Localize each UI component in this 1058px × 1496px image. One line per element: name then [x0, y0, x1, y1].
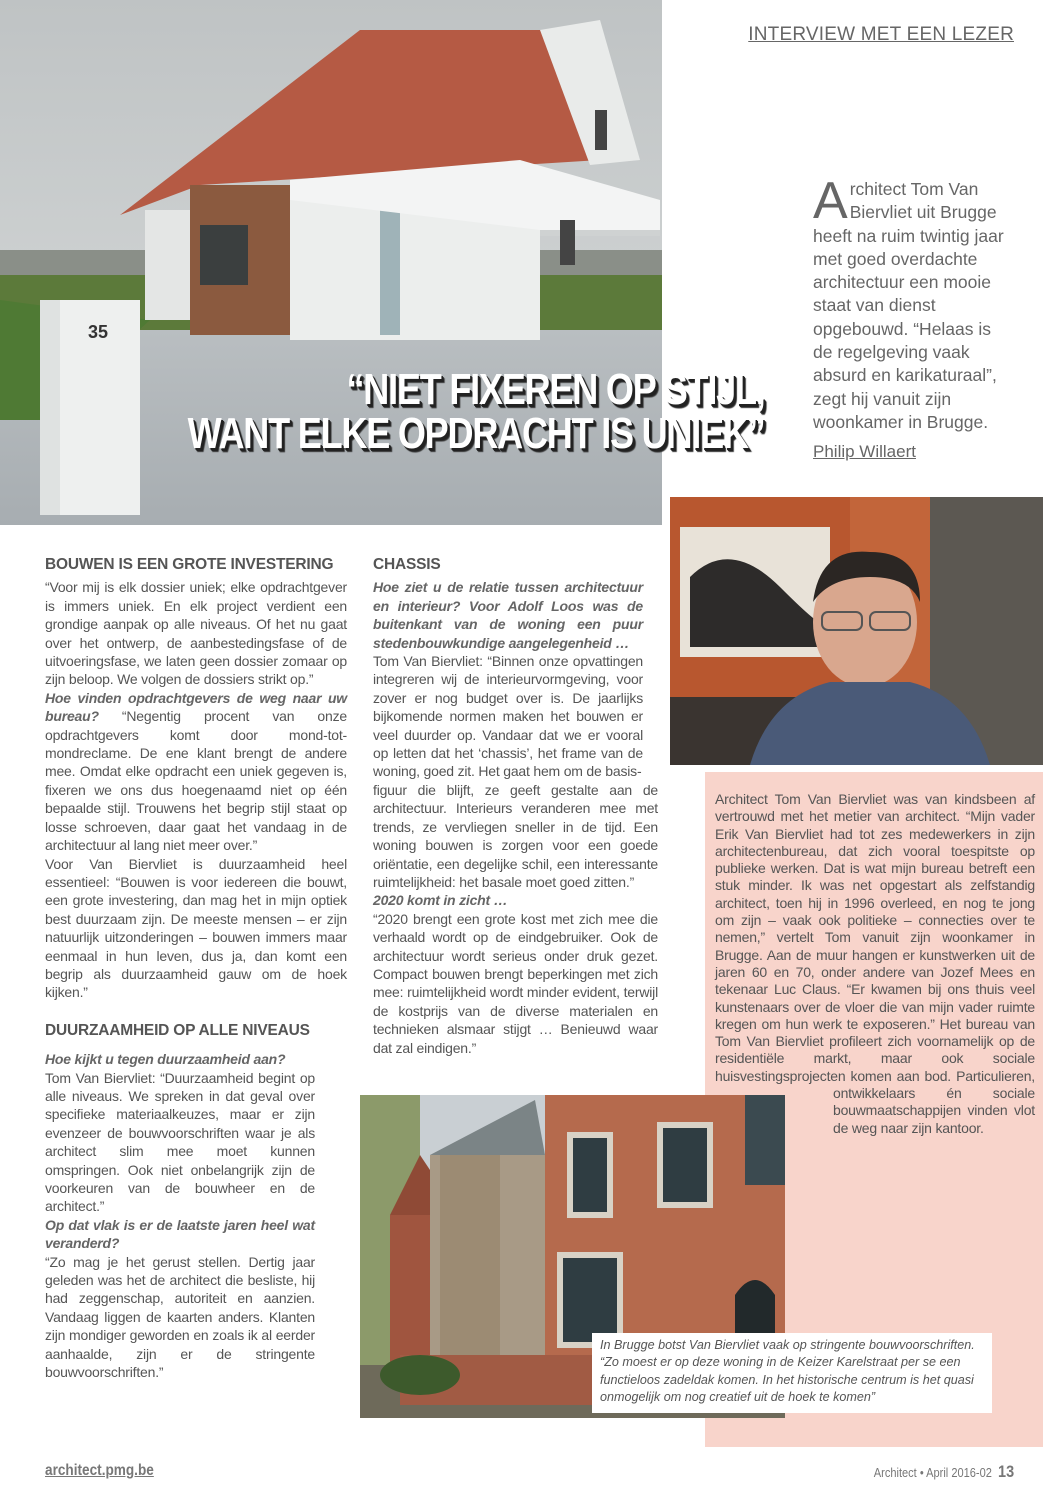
section-heading: DUURZAAMHEID OP ALLE NIVEAUS — [45, 1021, 310, 1039]
paragraph: “Voor mij is elk dossier uniek; elke opdrachtgever is immers uniek. En elk project verdient een grondige aanpak op alle niveaus. Of het nu gaat over het ontwerp, de aanbestedingsfase of de uitvoeringsfase, we laten geen dossier zomaar op zijn beloop. We volgen de dossiers strikt op.” — [45, 579, 347, 688]
house-number: 35 — [88, 322, 109, 342]
website-link[interactable]: architect.pmg.be — [45, 1462, 154, 1479]
page-footer — [874, 1462, 1014, 1482]
article-column-2 — [373, 556, 658, 1057]
paragraph: figuur die blijft, ze geeft gestalte aan de architectuur. Interieurs veranderen mee met trends, ze vervliegen sneller in de tijd. Een woning bouwen is zorgen voor een goede oriëntatie, een degelijke schil, een interessante ruimtelijkheid: het basale moet goed zitten.” — [373, 781, 658, 890]
question: Op dat vlak is er de laatste jaren heel wat veranderd? — [45, 1216, 315, 1252]
article-column-1 — [45, 556, 347, 1381]
intro-paragraph — [813, 172, 1013, 434]
paragraph — [45, 689, 347, 855]
headline-line-2: WANT ELKE OPDRACHT IS UNIEK” — [188, 409, 765, 458]
sidebar-text: Architect Tom Van Biervliet was van kindsbeen af vertrouwd met het metier van architect. “Mijn vader Erik Van Biervliet had tot zes medewerkers in zijn architectenbureau, dat zich vooral toespitste op publieke werken. Dat is wat mijn bureau betreft een stuk minder. Ik was net opgestart als zelfstandig architect, toen hij in 1996 overleed, en nog te jong om zijn – vaak ook politieke – connecties over te nemen,” vertelt Tom vanuit zijn woonkamer in Brugge. Aan de muur hangen er kunstwerken uit de jaren 60 en 70, onder andere van Jozef Mees en tekenaar Luc Claus. “Er kwamen bij ons thuis veel kunstenaars over de vloer die van mijn vader ruimte kregen om hun werk te exposeren.” Het bureau van Tom Van Biervliet profileert zich voornamelijk op de residentiële markt, maar ook sociale huisvestingsprojecten komen aan bod. Particulieren, ontwikkelaars én sociale bouwmaatschappijen vinden vlot de weg naar zijn kantoor. — [715, 791, 1035, 1136]
paragraph: “Zo mag je het gerust stellen. Dertig jaar geleden was het de architect die besliste, hij had zeggenschap, autoriteit en aanzien. Vandaag liggen de kaarten anders. Klanten zijn mondiger geworden en zoals ik al eerder aanhaalde, zijn er de stringente bouwvoorschriften.” — [45, 1253, 315, 1381]
paragraph: Tom Van Biervliet: “Duurzaamheid begint op alle niveaus. We spreken in dat geval over specifieke materiaalkeuzes, maar er zijn evenzeer de bouwvoorschriften waar je als architect slim mee moet kunnen omspringen. Ook niet onbelangrijk zijn de voorkeuren van de bouwheer en de architect.” — [45, 1069, 315, 1215]
question: Hoe vinden opdrachtgevers de weg naar uw bureau? — [45, 689, 347, 725]
section-label: INTERVIEW MET EEN LEZER — [748, 24, 1014, 45]
drop-cap: A — [813, 172, 848, 230]
paragraph: Tom Van Biervliet: “Binnen onze opvattingen integreren wij de interieurvormgeving, voor zover er nog budget over is. De jaarlijks bijkomende normen maken het bouwen er veel duurder op. Vandaar dat we er vooral op letten dat het ‘chassis’, het frame van de woning, goed zit. Het gaat hem om de basis- — [373, 653, 643, 780]
question: Hoe ziet u de relatie tussen architectuur en interieur? Voor Adolf Loos was de buitenkant van de woning een puur stedenbouwkundige aangelegenheid … — [373, 579, 643, 651]
page-number: 13 — [997, 1462, 1014, 1481]
headline — [40, 0, 785, 520]
question: 2020 komt in zicht … — [373, 892, 508, 909]
question: Hoe kijkt u tegen duurzaamheid aan? — [45, 1051, 286, 1068]
publication-info: Architect • April 2016-02 — [873, 1465, 992, 1480]
paragraph: Voor Van Biervliet is duurzaamheid heel essentieel: “Bouwen is voor iedereen die bouwt, een grote investering, dan mag het in mijn optiek best duurzaam zijn. De meeste mensen – er zijn natuurlijk uitzonderingen – bouwen immers maar eenmaal in hun leven, dus ja, dan komt een begrip als duurzaamheid gauw om de hoek kijken.” — [45, 855, 347, 1001]
architect-portrait-photo — [670, 497, 1043, 765]
section-heading: BOUWEN IS EEN GROTE INVESTERING — [45, 556, 334, 573]
answer: “Negentig procent van onze opdrachtgevers komt door mond-tot-mondreclame. De ene klant brengt de andere mee. Omdat elke opdracht een uniek gegeven is, fixeren we ons dus hoegenaamd niet op één bepaalde stijl. Trouwens het begrip stijl staat op losse schroeven, daar gaat het vandaag in de architectuur al lang niet meer over.” — [45, 708, 347, 854]
section-heading: CHASSIS — [373, 556, 441, 573]
paragraph: “2020 brengt een grote kost met zich mee die verhaald wordt op de eindgebruiker. Ook de architectuur wordt serieus onder druk gezet. Compact bouwen brengt beperkingen met zich mee: ruimtelijkheid wordt minder evident, terwijl de kostprijs van de diverse materialen en technieken alsmaar stijgt … Benieuwd waar dat zal eindigen.” — [373, 910, 658, 1056]
author-byline[interactable]: Philip Willaert — [813, 442, 916, 461]
headline-line-1: “NIET FIXEREN OP STIJL, — [346, 365, 765, 414]
intro-text: rchitect Tom Van Biervliet uit Brugge heeft na ruim twintig jaar met goed overdachte architectuur een mooie staat van dienst opgebouwd. “Helaas is de regelgeving vaak absurd en karikaturaal”, zegt hij vanuit zijn woonkamer in Brugge. — [813, 179, 1004, 432]
photo-caption: In Brugge botst Van Biervliet vaak op stringente bouwvoorschriften. “Zo moest er op deze woning in de Keizer Karelstraat per se een functieloos zadeldak komen. In het historische centrum is het quasi onmogelijk om nog creatief uit de hoek te komen” — [592, 1333, 992, 1413]
